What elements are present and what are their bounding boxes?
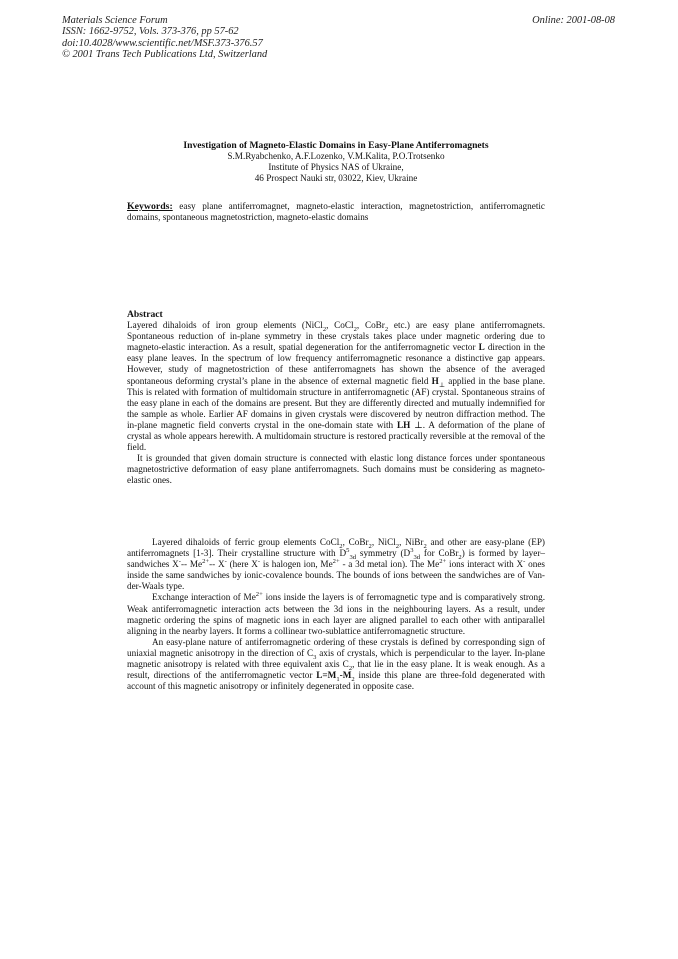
text-run: Layered dihaloids of iron group elements (NiCl [127,320,323,331]
subscript: ⊥ [438,381,446,389]
text-run: and other are easy-plane (EP) antiferromagnets [1-3]. Their crystalline structure with D [127,537,545,559]
superscript: - [523,558,526,566]
superscript: 2+ [439,558,447,566]
vector-symbol: LH [396,419,411,430]
subscript: 2 [339,542,343,550]
text-run: symmetry (D [356,548,411,559]
text-run: ones inside the same sandwiches by ionic-covalence bounds. The bounds of ions between the sandwiches are of Van-der-Waals type. [127,559,545,592]
text-run: , NiBr [399,537,424,547]
text-run: inside this plane are three-fold degenerated with account of this magnetic anisotropy or infinitely degenerated in opposite case. [127,670,546,692]
text-run: etc.) are easy plane antiferromagnets. Spontaneous reduction of in-plane symmetry in these crystals takes place under magnetic ordering due to magneto-elastic interaction. As a result, spatial degeneration for the antiferromagnetic vector [127,320,546,353]
introduction-section [127,537,545,692]
vector-symbol: L [316,670,323,681]
title-block [127,140,545,184]
affiliation-line-2: 46 Prospect Nauki str, 03022, Kiev, Ukraine [254,173,418,184]
vector-symbol: M [327,670,337,681]
text-run: direction in the easy plane leaves. In the spectrum of low frequency antiferromagnetic resonance a distinctive gap appears. However, study of magnetostriction of these antiferromagnets has shown the absence of the averaged spontaneous deforming crystal’s plane in the absence of external magnetic field [127,342,545,386]
keywords-section [127,201,545,223]
copyright-line: © 2001 Trans Tech Publications Ltd, Switzerland [62,49,268,61]
text-run: (here X [226,559,258,570]
subscript: 2 [348,664,353,672]
journal-header [62,15,267,61]
doi-link[interactable]: doi:10.4028/www.scientific.net/MSF.373-376.57 [62,37,263,49]
text-run: for CoBr [420,548,459,559]
subscript: 3d [349,553,357,561]
journal-name: Materials Science Forum [62,15,168,26]
subscript: 2 [384,325,389,333]
subscript: 1 [336,675,340,683]
text-run: , CoCl [326,320,354,331]
vector-symbol: M [342,670,352,681]
subscript: 2 [395,542,400,550]
subscript: 3 [313,653,317,661]
text-run: -- Me [180,559,203,570]
superscript: 2+ [255,591,263,599]
issn-line: ISSN: 1662-9752, Vols. 373-376, pp 57-62 [62,26,239,38]
subscript: 2 [322,325,327,333]
text-run: - a 3d metal ion). The Me [339,559,440,570]
text-run: , that lie in the easy plane. It is weak enough. As a result, directions of the antiferromagnetic vector [127,659,545,681]
text-run: is halogen ion, Me [260,559,333,570]
text-run: - [339,670,343,681]
text-run: , NiCl [371,537,396,547]
text-run: ⊥. A deformation of the plane of crystal as whole appears herewith. A multidomain structure is restored practically reversible at the removal of the field. [127,419,545,453]
paper-title: Investigation of Magneto-Elastic Domains in Easy-Plane Antiferromagnets [183,140,489,151]
superscript: 2+ [202,558,210,566]
body-paragraph-2 [127,592,545,636]
text-run: , CoBr [342,537,369,547]
text-run: An easy-plane nature of antiferromagnetic ordering of these crystals is defined by corresponding sign of uniaxial magnetic anisotropy in the direction of C [127,636,545,658]
keywords-label: Keywords: [127,201,173,212]
text-run: ions inside the layers is of ferromagnetic type and is comparatively strong. Weak antiferromagnetic interaction acts between the 3d ions in the neighbouring layers. As a result, under magnetic ordering the spins of magnetic ions in each layer are aligned parallel to each other with antiparallel aligning in the nearby layers. It forms a collinear two-sublattice antiferromagnetic structure. [127,592,546,636]
text-run: Exchange interaction of Me [152,592,256,603]
superscript: 2+ [332,558,340,566]
affiliation-line-1: Institute of Physics NAS of Ukraine, [268,162,404,173]
body-paragraph-3 [127,637,545,692]
subscript: 2 [351,675,355,683]
text-run: ) is formed by layer–sandwiches X [127,548,545,570]
body-paragraph-1 [127,537,545,592]
abstract-paragraph-1 [127,320,545,453]
text-run: Layered dihaloids of ferric group elements CoCl [152,537,340,547]
text-run: = [322,670,328,681]
field-symbol: H [431,375,439,386]
online-date: Online: 2001-08-08 [532,15,615,26]
author-list: S.M.Ryabchenko, A.F.Lozenko, V.M.Kalita, P.O.Trotsenko [227,151,445,162]
text-run: axis of crystals, which is perpendicular to the layer. In-plane magnetic anisotropy is related with three equivalent axis C [127,647,545,670]
text-run: applied in the base plane. This is related with formation of multidomain structure in antiferromagnetic (AF) crystal. Spontaneous strains of the easy plane in each of the domains are present. But they are differently directed and mutually indemnified for the sample as whole. Earlier AF domains in given crystals were discovered by neutron diffraction method. The in-plane magnetic field converts crystal in the one-domain state with [127,375,545,430]
subscript: 2 [458,553,462,561]
abstract-section [127,309,545,487]
superscript: 3 [410,547,414,555]
abstract-paragraph-2: It is grounded that given domain structure is connected with elastic long distance forces under spontaneous magnetostrictive deformation of easy plane antiferromagnets. Such domains must be considering as magneto-elastic ones. [127,453,545,486]
subscript: 2 [353,325,357,333]
superscript: - [257,558,261,566]
text-run: -- X [209,559,225,570]
superscript: - [224,558,227,566]
superscript: 5 [346,547,350,555]
text-run: , CoBr [356,320,385,331]
abstract-heading: Abstract [127,309,163,320]
subscript: 3d [413,553,421,561]
subscript: 2 [368,542,372,550]
subscript: 2 [423,542,427,550]
keywords-text: easy plane antiferromagnet, magneto-elastic interaction, magnetostriction, antiferromagnetic domains, spontaneous magnetostriction, magneto-elastic domains [127,201,545,223]
vector-symbol: L [478,342,485,353]
superscript: - [178,558,181,566]
text-run: ions interact with X [446,559,524,570]
